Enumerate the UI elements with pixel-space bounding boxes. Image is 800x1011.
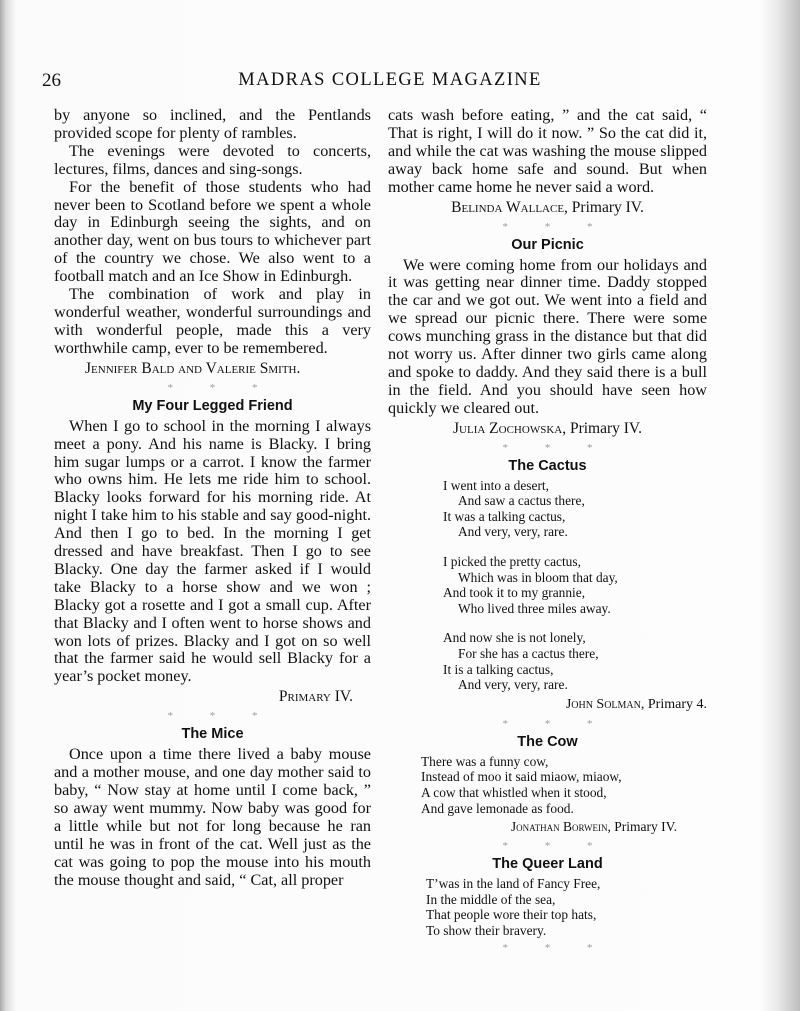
section-separator: * * * (502, 220, 610, 233)
poem-stanza (443, 630, 707, 692)
right-column (388, 107, 707, 957)
section-separator: * * * (502, 717, 610, 730)
poem-line: And gave lemonade as food. (421, 800, 574, 816)
poem-line: That people wore their top hats, (426, 907, 597, 923)
poem-line: Who lived three miles away. (458, 600, 611, 616)
poem-line: Which was in bloom that day, (458, 569, 618, 585)
page-header (42, 70, 738, 98)
section-separator: * * * (502, 840, 610, 853)
cow-poem-signature (388, 817, 707, 836)
poem-line: And saw a cactus there, (458, 493, 585, 509)
poem-line: It was a talking cactus, (443, 508, 566, 524)
mice-author-class: Primary IV. (571, 198, 644, 216)
cactus-poem-signature (388, 695, 707, 714)
friend-story-signature: Primary IV. (278, 688, 353, 706)
queer-land-poem-title: The Queer Land (492, 856, 603, 873)
mice-author-name: Belinda Wallace, (451, 198, 568, 216)
poem-line: It is a talking cactus, (443, 661, 554, 677)
camp-paragraph: by anyone so inclined, and the Pentlands provided scope for plenty of rambles. (54, 106, 371, 142)
cactus-poem-title: The Cactus (508, 457, 587, 474)
picnic-story-title: Our Picnic (511, 236, 584, 253)
friend-story-title: My Four Legged Friend (132, 397, 293, 414)
picnic-author-name: Julia Zochowska, (453, 419, 567, 437)
cow-poem-title: The Cow (517, 733, 578, 750)
camp-paragraph: For the benefit of those students who had never been to Scotland before we spent a whole day in Edinburgh seeing the sights, and on another day, went on bus tours to whichever part of the country we chose. We also went to a football match and an Ice Show in Edinburgh. (54, 177, 371, 286)
poem-line: In the middle of the sea, (426, 891, 556, 907)
page-number: 26 (42, 70, 61, 91)
camp-signature: Jennifer Bald and Valerie Smith. (85, 359, 301, 377)
poem-line: For she has a cactus there, (458, 646, 599, 662)
mice-story-text: Once upon a time there lived a baby mouse and a mother mouse, and one day mother said to baby, “ Now stay at home until I come back, ” so away went mummy. Now baby was good for a little while but not for long because he ran until he was in front of the cat. Well just as the cat was going to pop the mouse into his mouth the mouse thought and said, “ Cat, all proper (54, 745, 371, 889)
picnic-story-signature (388, 419, 707, 438)
cow-poem (421, 754, 707, 816)
picnic-story-text: We were coming home from our holidays and it was getting near dinner time. Daddy stopped the car and we got out. We went into a field and we spread our picnic there. There were some cows munching grass in the distance but that did not worry us. After dinner two girls came along and spoke to daddy. And they said there is a bull in the field. And you should have seen how quickly we cleared out. (388, 255, 707, 417)
section-separator: * * * (502, 441, 610, 454)
poem-stanza (443, 478, 707, 540)
section-separator: * * * (167, 381, 275, 394)
poem-line: Instead of moo it said miaow, miaow, (421, 769, 622, 785)
cactus-poem (443, 478, 707, 693)
cow-author-class: Primary IV. (614, 819, 677, 835)
poem-line: And very, very, rare. (458, 524, 568, 540)
cactus-author-name: John Solman, (565, 696, 645, 712)
poem-line: There was a funny cow, (421, 753, 549, 769)
poem-line: T’was in the land of Fancy Free, (426, 876, 601, 892)
camp-paragraph: The combination of work and play in wonderful weather, wonderful surroundings and with wonderful people, made this a very worthwhile camp, ever to be remembered. (54, 285, 371, 357)
left-column (54, 107, 371, 890)
magazine-title: MADRAS COLLEGE MAGAZINE (238, 70, 542, 90)
section-separator: * * * (167, 710, 275, 723)
cactus-author-class: Primary 4. (647, 696, 707, 712)
poem-stanza (443, 554, 707, 616)
poem-line: And very, very, rare. (458, 677, 568, 693)
poem-line: I went into a desert, (443, 477, 549, 493)
poem-line: To show their bravery. (426, 922, 547, 938)
poem-line: And now she is not lonely, (443, 630, 586, 646)
mice-story-continued: cats wash before eating, ” and the cat said, “ That is right, I will do it now. ” So the cat did it, and while the cat was washing the mouse slipped away back home safe and sound. But when mother came home he never said a word. (388, 106, 707, 196)
mice-story-signature (388, 198, 707, 217)
mice-story-title: The Mice (181, 726, 244, 743)
picnic-author-class: Primary IV. (569, 419, 642, 437)
poem-line: A cow that whistled when it stood, (421, 785, 607, 800)
section-separator: * * * (502, 941, 610, 954)
friend-story-text: When I go to school in the morning I always meet a pony. And his name is Blacky. I bring him sugar lumps or a carrot. I know the farmer who owns him. He lets me ride him to school. Blacky looks forward for his morning ride. At night I take him to his stable and say good-night. And then I go to bed. In the morning I get dressed and have breakfast. Then I go to see Blacky. One day the farmer asked if I would take Blacky to a horse show and we won ; Blacky got a rosette and I got a small cup. After that Blacky and I often went to horse shows and won lots of prizes. Blacky and I got on so well that the farmer said he would sell Blacky for a year’s pocket money. (54, 416, 371, 686)
poem-line: And took it to my grannie, (443, 585, 586, 601)
queer-land-poem (426, 876, 707, 938)
cow-author-name: Jonathan Borwein, (510, 819, 611, 835)
poem-line: I picked the pretty cactus, (443, 554, 581, 570)
camp-paragraph: The evenings were devoted to concerts, lectures, films, dances and sing-songs. (54, 141, 371, 178)
